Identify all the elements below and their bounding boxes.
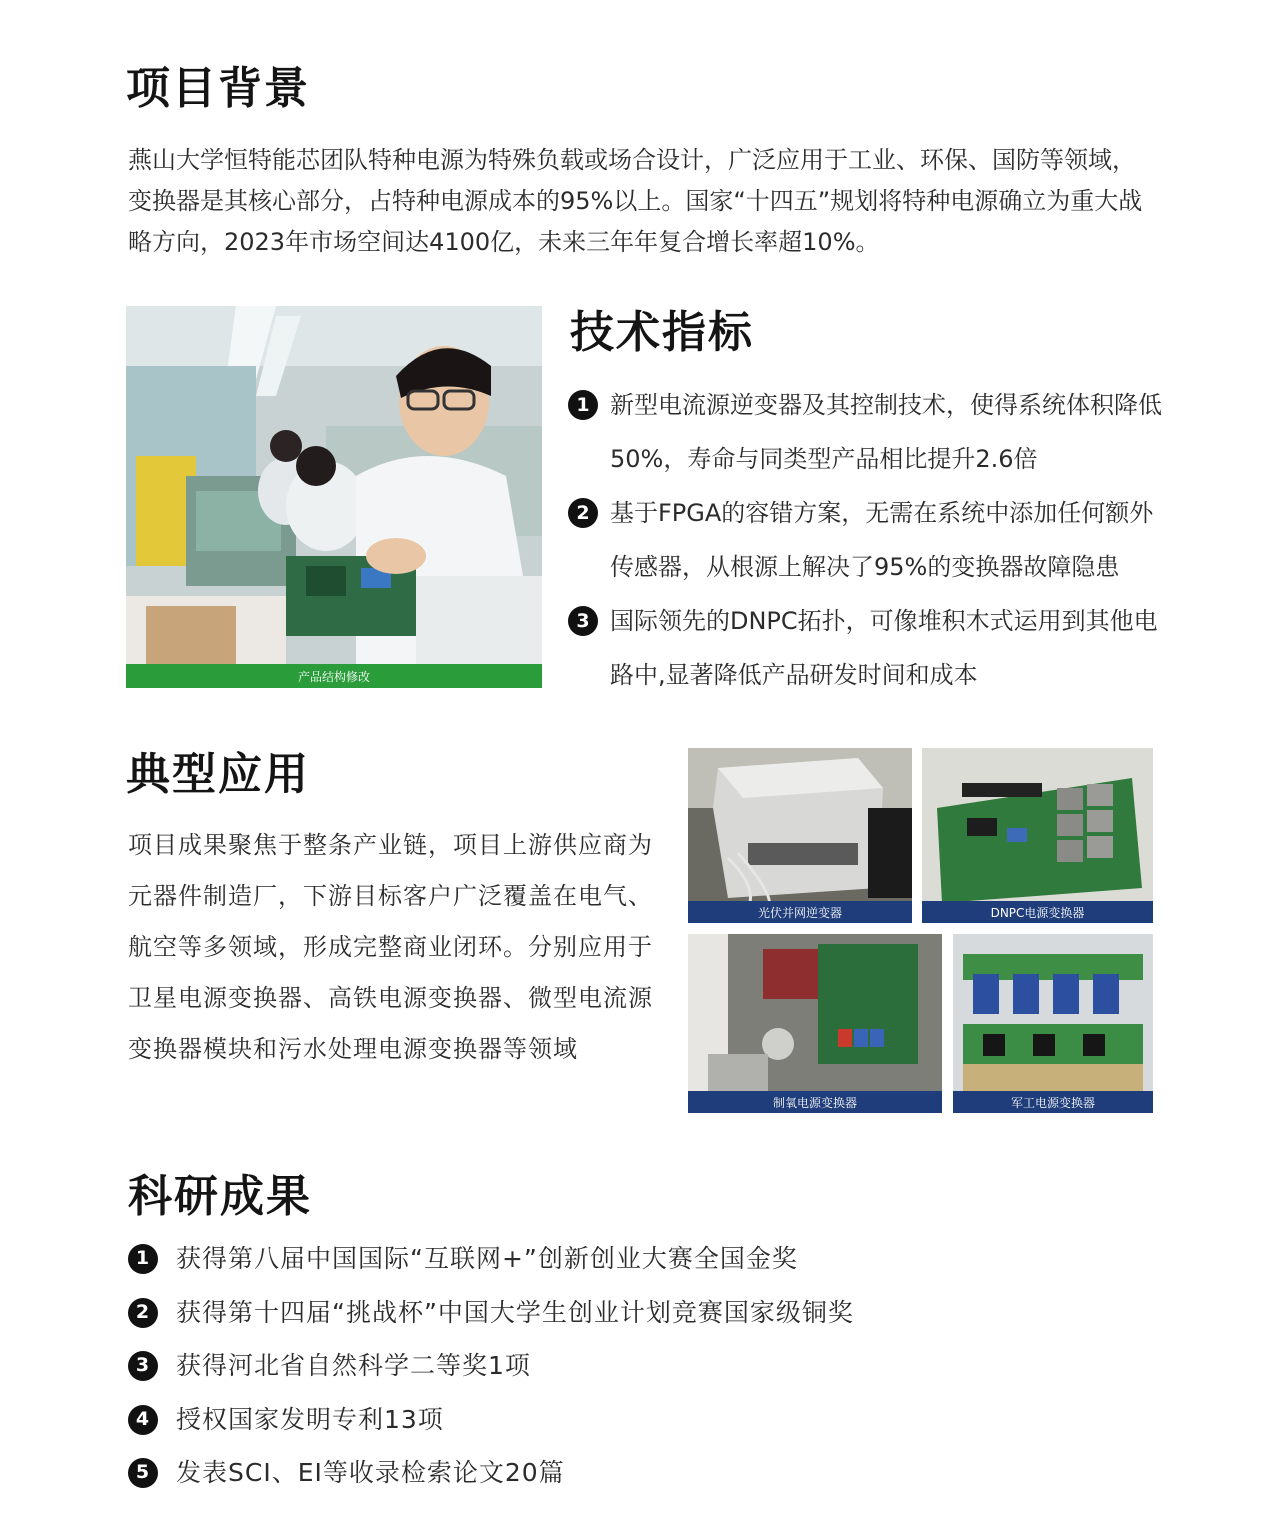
result-item-text: 发表SCI、EI等收录检索论文20篇 [176,1458,565,1487]
lab-photo-caption: 产品结构修改 [126,664,542,688]
result-item-text: 获得第八届中国国际“互联网+”创新创业大赛全国金奖 [176,1244,798,1273]
product-caption: 光伏并网逆变器 [688,901,912,923]
number-badge: 1 [568,390,598,420]
tech-item [568,378,1168,486]
number-badge: 3 [568,606,598,636]
background-paragraph: 燕山大学恒特能芯团队特种电源为特殊负载或场合设计，广泛应用于工业、环保、国防等领域，变换器是其核心部分，占特种电源成本的95%以上。国家“十四五”规划将特种电源确立为重大战略方向，2023年市场空间达4100亿，未来三年年复合增长率超10%。 [128,146,1143,256]
number-badge: 3 [128,1351,158,1381]
result-item-text: 授权国家发明专利13项 [176,1404,444,1434]
result-item [128,1286,1128,1340]
section-title-applications: 典型应用 [126,749,310,800]
military-converter-illustration [953,934,1153,1113]
results-list [128,1232,1128,1500]
tech-item [568,486,1168,594]
result-item [128,1393,1128,1447]
tech-item [568,594,1168,702]
product-photo-dnpc-converter [922,748,1153,923]
number-badge: 2 [568,498,598,528]
number-badge: 1 [128,1244,158,1274]
tech-item-text: 基于FPGA的容错方案，无需在系统中添加任何额外传感器，从根源上解决了95%的变换器故障隐患 [610,499,1154,581]
result-item [128,1339,1128,1393]
applications-paragraph: 项目成果聚焦于整条产业链，项目上游供应商为元器件制造厂，下游目标客户广泛覆盖在电气、航空等多领域，形成完整商业闭环。分别应用于卫星电源变换器、高铁电源变换器、微型电流源变换器模块和污水处理电源变换器等领域 [128,831,653,1063]
product-caption: DNPC电源变换器 [922,901,1153,923]
dnpc-converter-illustration [922,748,1153,923]
product-caption: 制氧电源变换器 [688,1091,942,1113]
tech-list [568,378,1168,702]
pv-inverter-illustration [688,748,912,923]
product-photo-oxygen-converter [688,934,942,1113]
result-item-text: 获得第十四届“挑战杯”中国大学生创业计划竞赛国家级铜奖 [176,1297,854,1327]
section-title-tech: 技术指标 [570,307,754,358]
tech-item-text: 新型电流源逆变器及其控制技术，使得系统体积降低50%，寿命与同类型产品相比提升2.6倍 [610,391,1162,473]
number-badge: 2 [128,1298,158,1328]
result-item-text: 获得河北省自然科学二等奖1项 [176,1351,531,1380]
product-photo-pv-inverter [688,748,912,923]
product-photo-military-converter [953,934,1153,1113]
lab-photo [126,306,542,688]
tech-item-text: 国际领先的DNPC拓扑，可像堆积木式运用到其他电路中,显著降低产品研发时间和成本 [610,607,1158,689]
oxygen-converter-illustration [688,934,942,1113]
number-badge: 4 [128,1405,158,1435]
section-title-background: 项目背景 [126,63,310,114]
section-title-results: 科研成果 [128,1171,312,1222]
result-item [128,1232,1128,1286]
number-badge: 5 [128,1458,158,1488]
result-item [128,1446,1128,1500]
product-caption: 军工电源变换器 [953,1091,1153,1113]
lab-scene-illustration [126,306,542,688]
